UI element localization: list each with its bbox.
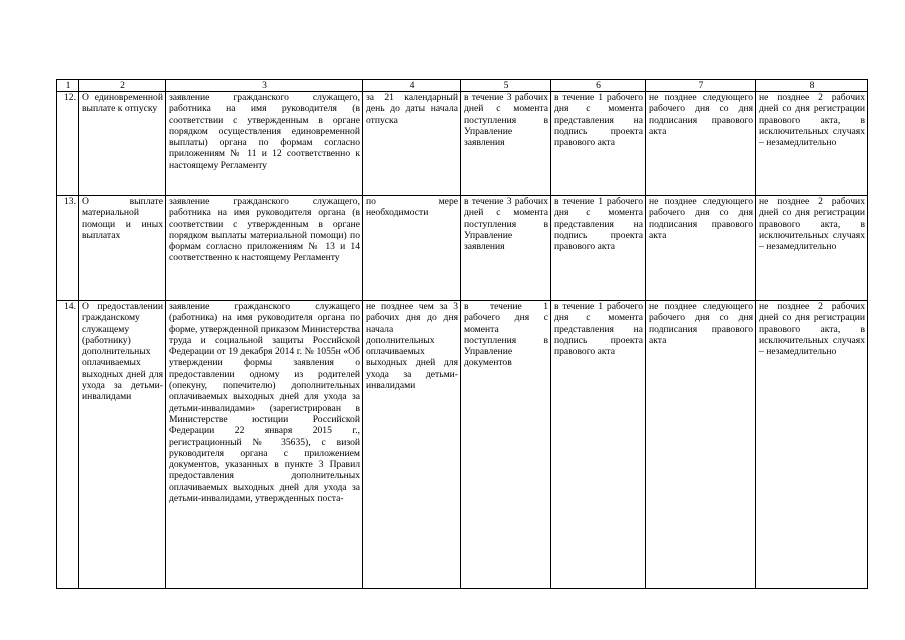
table-row bbox=[57, 301, 868, 589]
submission-deadline-cell: по мере необходимости bbox=[363, 196, 461, 301]
documents-cell: заявление гражданского служащего, работника на имя руководителя органа (в соответствии с утвержденным в органе порядком выплаты материальной помощи) по формам согласно приложениям № 13 и 14 соответственно к настоящему Регламенту bbox=[166, 196, 363, 301]
row-number: 13. bbox=[57, 196, 79, 301]
approval-deadline-cell: в течение 1 рабочего дня с момента представления на подпись проекта правового акта bbox=[551, 92, 646, 196]
column-header: 5 bbox=[461, 80, 551, 92]
table-header-row bbox=[57, 80, 868, 92]
submission-deadline-cell: не позднее чем за 3 рабочих дня до дня начала дополнительных оплачиваемых выходных дней для ухода за детьми-инвалидами bbox=[363, 301, 461, 589]
column-header: 7 bbox=[646, 80, 756, 92]
approval-deadline-cell: в течение 1 рабочего дня с момента представления на подпись проекта правового акта bbox=[551, 196, 646, 301]
preparation-deadline-cell: в течение 3 рабочих дней с момента поступления в Управление заявления bbox=[461, 196, 551, 301]
table-row bbox=[57, 92, 868, 196]
table-row bbox=[57, 196, 868, 301]
column-header: 6 bbox=[551, 80, 646, 92]
registration-deadline-cell: не позднее следующего рабочего дня со дня подписания правового акта bbox=[646, 301, 756, 589]
column-header: 2 bbox=[79, 80, 166, 92]
row-number: 12. bbox=[57, 92, 79, 196]
preparation-deadline-cell: в течение 3 рабочих дней с момента поступления в Управление заявления bbox=[461, 92, 551, 196]
submission-deadline-cell: за 21 календарный день до даты начала отпуска bbox=[363, 92, 461, 196]
decision-type-cell: О единовременной выплате к отпуску bbox=[79, 92, 166, 196]
notification-deadline-cell: не позднее 2 рабочих дней со дня регистрации правового акта, в исключительных случаях – незамедлительно bbox=[756, 92, 868, 196]
documents-cell: заявление гражданского служащего, работника на имя руководителя (в соответствии с утвержденным в органе порядком осуществления единовременной выплаты) органа по формам согласно приложениям № 11 и 12 соответственно к настоящему Регламенту bbox=[166, 92, 363, 196]
column-header: 1 bbox=[57, 80, 79, 92]
column-header: 8 bbox=[756, 80, 868, 92]
notification-deadline-cell: не позднее 2 рабочих дней со дня регистрации правового акта, в исключительных случаях – незамедлительно bbox=[756, 196, 868, 301]
decision-type-cell: О выплате материальной помощи и иных выплатах bbox=[79, 196, 166, 301]
registration-deadline-cell: не позднее следующего рабочего дня со дня подписания правового акта bbox=[646, 196, 756, 301]
row-number: 14. bbox=[57, 301, 79, 589]
documents-cell: заявление гражданского служащего (работника) на имя руководителя органа по форме, утвержденной приказом Министерства труда и социальной защиты Российской Федерации от 19 декабря 2014 г. № 1055н «Об утверждении формы заявления о предоставлении одному из родителей (опекуну, попечителю) дополнительных оплачиваемых выходных дней для ухода за детьми-инвалидами» (зарегистрирован в Министерстве юстиции Российской Федерации 22 января 2015 г., регистрационный № 35635), с визой руководителя органа с приложением документов, указанных в пункте 3 Правил предоставления дополнительных оплачиваемых выходных дней для ухода за детьми-инвалидами, утвержденных поста- bbox=[166, 301, 363, 589]
registration-deadline-cell: не позднее следующего рабочего дня со дня подписания правового акта bbox=[646, 92, 756, 196]
column-header: 4 bbox=[363, 80, 461, 92]
approval-deadline-cell: в течение 1 рабочего дня с момента представления на подпись проекта правового акта bbox=[551, 301, 646, 589]
column-header: 3 bbox=[166, 80, 363, 92]
notification-deadline-cell: не позднее 2 рабочих дней со дня регистрации правового акта, в исключительных случаях – незамедлительно bbox=[756, 301, 868, 589]
preparation-deadline-cell: в течение 1 рабочего дня с момента поступления в Управление документов bbox=[461, 301, 551, 589]
regulation-table bbox=[56, 79, 868, 589]
decision-type-cell: О предоставлении гражданскому служащему (работнику) дополнительных оплачиваемых выходных дней для ухода за детьми-инвалидами bbox=[79, 301, 166, 589]
